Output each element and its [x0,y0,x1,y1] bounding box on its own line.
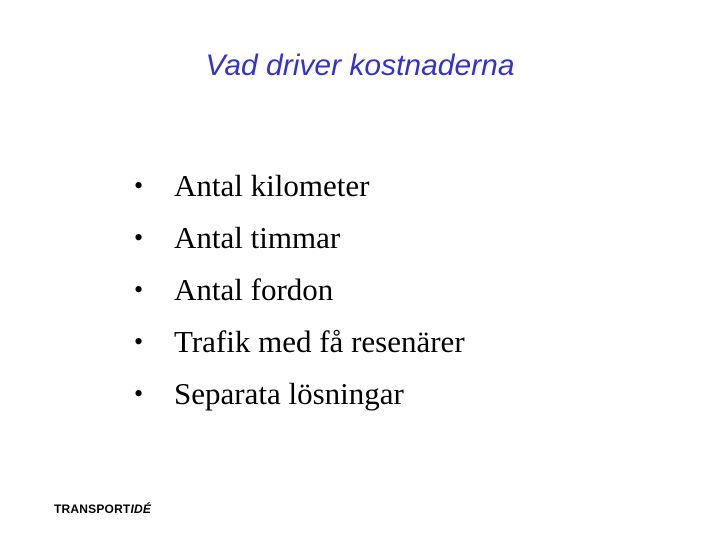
bullet-icon: • [134,275,144,304]
bullet-text: Trafik med få resenärer [174,324,465,359]
footer-logo-part2: IDÉ [130,502,152,516]
bullet-item [134,160,465,212]
bullet-item [134,368,465,420]
bullet-item [134,316,465,368]
bullet-text: Antal fordon [174,272,334,307]
bullet-icon: • [134,327,144,356]
bullet-icon: • [134,379,144,408]
bullet-text: Separata lösningar [174,376,404,411]
bullet-list [134,160,465,420]
bullet-item [134,264,465,316]
bullet-item [134,212,465,264]
bullet-text: Antal kilometer [174,168,370,203]
bullet-icon: • [134,171,144,200]
bullet-icon: • [134,223,144,252]
footer-logo-part1: TRANSPORT [54,502,131,516]
footer-logo [54,502,151,516]
slide-title: Vad driver kostnaderna [205,49,515,82]
bullet-text: Antal timmar [174,220,341,255]
